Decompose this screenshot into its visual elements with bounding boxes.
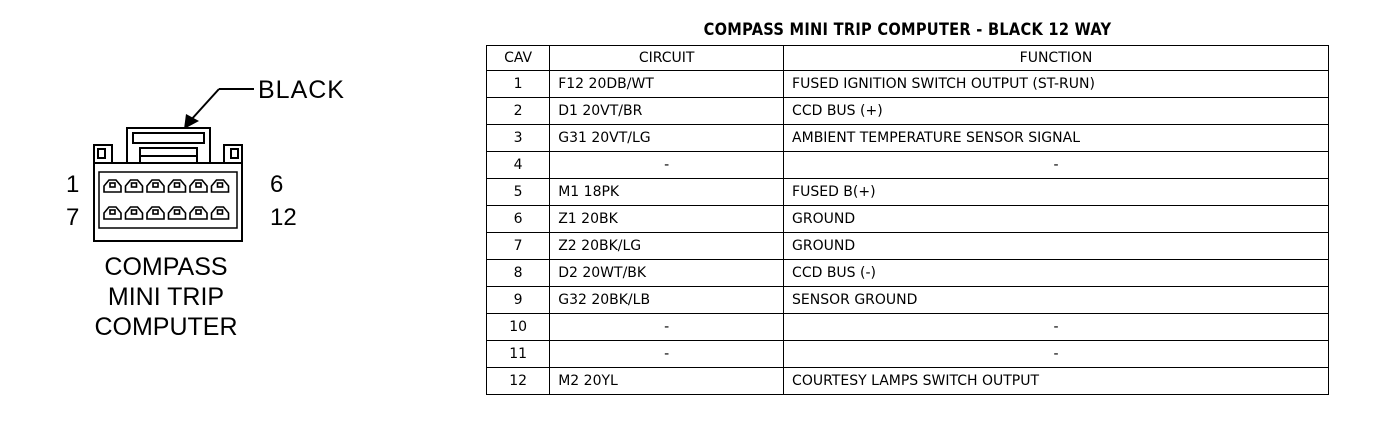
table-row xyxy=(487,206,1329,233)
header-function: FUNCTION xyxy=(784,46,1329,71)
pin-cavity-terminal xyxy=(218,210,223,214)
pinout-table xyxy=(486,45,1329,395)
table-row xyxy=(487,152,1329,179)
cell-cav: 8 xyxy=(487,260,550,287)
connector-name-line: COMPUTER xyxy=(94,313,238,341)
table-row xyxy=(487,125,1329,152)
pin-cavity-terminal xyxy=(153,183,158,187)
connector-name-line: MINI TRIP xyxy=(107,283,225,311)
cell-cav: 12 xyxy=(487,368,550,395)
table-row xyxy=(487,341,1329,368)
pin-label-top-left: 1 xyxy=(66,171,80,198)
cell-circuit: M1 18PK xyxy=(550,179,784,206)
pin-cavity xyxy=(126,180,143,192)
cell-circuit: F12 20DB/WT xyxy=(550,71,784,98)
cell-circuit: - xyxy=(550,314,784,341)
cell-function: FUSED B(+) xyxy=(784,179,1329,206)
cell-function: CCD BUS (+) xyxy=(784,98,1329,125)
cell-circuit: G32 20BK/LB xyxy=(550,287,784,314)
pin-cavity-terminal xyxy=(196,183,201,187)
header-circuit: CIRCUIT xyxy=(550,46,784,71)
pin-cavity-terminal xyxy=(110,183,115,187)
pin-cavity-terminal xyxy=(196,210,201,214)
table-title: COMPASS MINI TRIP COMPUTER - BLACK 12 WAY xyxy=(703,20,1112,40)
cell-function: GROUND xyxy=(784,206,1329,233)
pin-cavity-terminal xyxy=(132,183,137,187)
connector-name-line: COMPASS xyxy=(104,253,228,281)
table-row xyxy=(487,314,1329,341)
table-row xyxy=(487,98,1329,125)
table-row xyxy=(487,233,1329,260)
cell-circuit: - xyxy=(550,152,784,179)
header-cav: CAV xyxy=(487,46,550,71)
pin-label-bottom-right: 12 xyxy=(270,204,297,231)
pin-cavity xyxy=(190,207,207,219)
cell-circuit: G31 20VT/LG xyxy=(550,125,784,152)
pin-cavity-terminal xyxy=(175,210,180,214)
pin-cavity-terminal xyxy=(153,210,158,214)
connector-name xyxy=(66,252,266,342)
pin-cavity xyxy=(147,207,164,219)
table-row xyxy=(487,179,1329,206)
pin-cavity-terminal xyxy=(175,183,180,187)
pin-cavity xyxy=(212,207,229,219)
pin-cavity xyxy=(169,207,186,219)
table-row xyxy=(487,368,1329,395)
pin-label-bottom-left: 7 xyxy=(66,204,80,231)
connector-diagram xyxy=(0,0,470,424)
cell-cav: 7 xyxy=(487,233,550,260)
cell-cav: 4 xyxy=(487,152,550,179)
cell-circuit: D2 20WT/BK xyxy=(550,260,784,287)
cell-circuit: Z1 20BK xyxy=(550,206,784,233)
cell-cav: 5 xyxy=(487,179,550,206)
pin-cavity xyxy=(104,207,121,219)
connector-body xyxy=(94,128,242,241)
cell-function: - xyxy=(784,152,1329,179)
cell-circuit: - xyxy=(550,341,784,368)
pin-cavity-terminal xyxy=(218,183,223,187)
table-row xyxy=(487,71,1329,98)
cell-circuit: D1 20VT/BR xyxy=(550,98,784,125)
cell-cav: 3 xyxy=(487,125,550,152)
cell-function: SENSOR GROUND xyxy=(784,287,1329,314)
cell-cav: 10 xyxy=(487,314,550,341)
pin-cavity xyxy=(126,207,143,219)
cell-circuit: Z2 20BK/LG xyxy=(550,233,784,260)
pin-cavity-terminal xyxy=(110,210,115,214)
pin-cavity xyxy=(147,180,164,192)
cell-cav: 9 xyxy=(487,287,550,314)
pin-cavity xyxy=(104,180,121,192)
cell-cav: 2 xyxy=(487,98,550,125)
cell-cav: 6 xyxy=(487,206,550,233)
cell-cav: 1 xyxy=(487,71,550,98)
wire-color-label: BLACK xyxy=(258,76,345,104)
cell-circuit: M2 20YL xyxy=(550,368,784,395)
pin-cavity xyxy=(169,180,186,192)
wire-color-leader-arrow xyxy=(184,89,254,129)
cell-function: CCD BUS (-) xyxy=(784,260,1329,287)
table-header-row xyxy=(487,46,1329,71)
pin-label-top-right: 6 xyxy=(270,171,284,198)
cell-function: AMBIENT TEMPERATURE SENSOR SIGNAL xyxy=(784,125,1329,152)
pin-cavity xyxy=(212,180,229,192)
table-row xyxy=(487,287,1329,314)
cell-function: FUSED IGNITION SWITCH OUTPUT (ST-RUN) xyxy=(784,71,1329,98)
cavity-row-top xyxy=(104,180,229,192)
pinout-body xyxy=(487,71,1329,395)
cell-function: - xyxy=(784,314,1329,341)
cell-function: COURTESY LAMPS SWITCH OUTPUT xyxy=(784,368,1329,395)
cell-cav: 11 xyxy=(487,341,550,368)
pin-cavity xyxy=(190,180,207,192)
table-row xyxy=(487,260,1329,287)
cavity-row-bottom xyxy=(104,207,229,219)
cell-function: GROUND xyxy=(784,233,1329,260)
cell-function: - xyxy=(784,341,1329,368)
pin-cavity-terminal xyxy=(132,210,137,214)
